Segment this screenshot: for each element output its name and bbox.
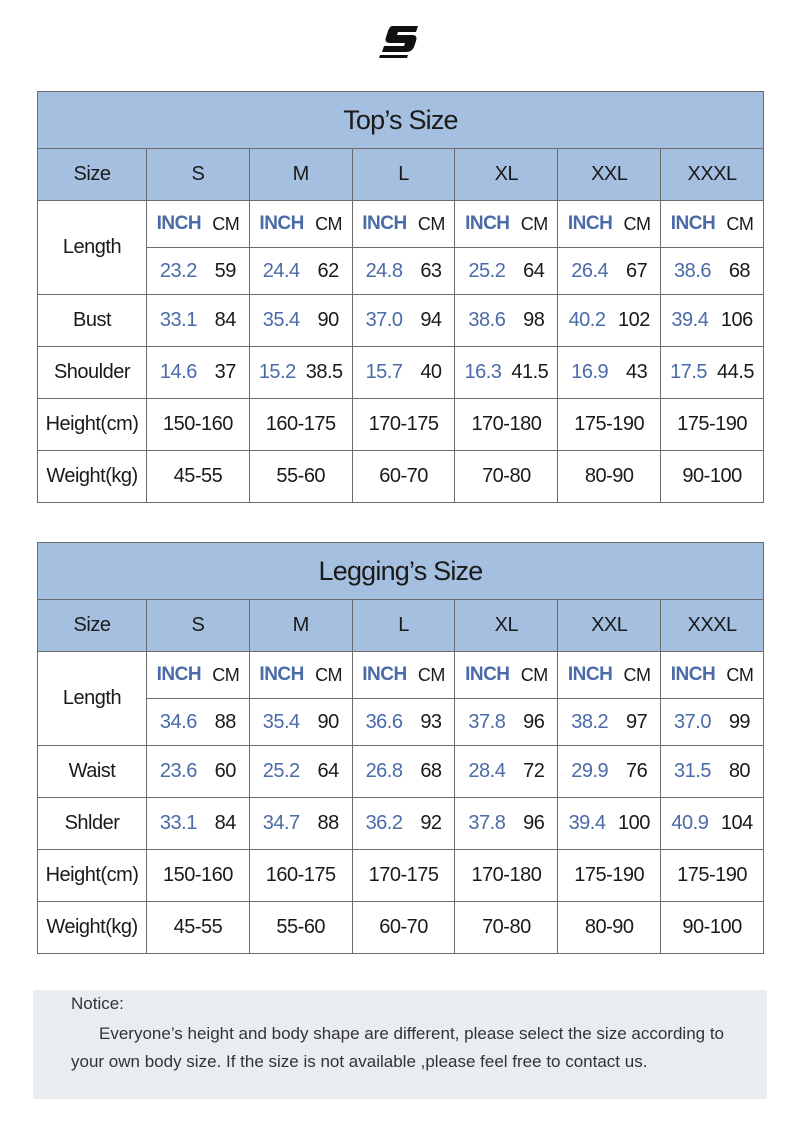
range-value: 90-100 bbox=[661, 451, 764, 503]
cm-value: 100 bbox=[618, 812, 650, 834]
range-value: 160-175 bbox=[249, 850, 352, 902]
inch-value: 34.6 bbox=[159, 710, 197, 733]
range-value: 90-100 bbox=[661, 902, 764, 954]
range-value: 170-180 bbox=[455, 399, 558, 451]
inch-value: 37.0 bbox=[365, 309, 403, 331]
cm-unit-label: CM bbox=[212, 213, 240, 234]
cm-value: 99 bbox=[728, 710, 751, 733]
size-column-header: M bbox=[249, 600, 352, 652]
range-value: 170-175 bbox=[352, 850, 455, 902]
inch-value: 38.2 bbox=[571, 710, 609, 733]
cm-value: 72 bbox=[523, 760, 545, 782]
cm-value: 37 bbox=[214, 361, 236, 383]
inch-value: 24.8 bbox=[365, 259, 403, 282]
row-label: Height(cm) bbox=[38, 399, 147, 451]
inch-value: 31.5 bbox=[674, 760, 711, 782]
inch-unit-label: INCH bbox=[465, 664, 510, 685]
row-label: Weight(kg) bbox=[38, 451, 147, 503]
inch-value: 40.2 bbox=[568, 309, 606, 331]
inch-value: 29.9 bbox=[571, 760, 609, 782]
inch-value: 35.4 bbox=[262, 710, 300, 733]
inch-value: 26.8 bbox=[365, 760, 403, 782]
cm-unit-label: CM bbox=[212, 664, 240, 685]
cm-value: 92 bbox=[420, 812, 442, 834]
cm-value: 88 bbox=[317, 812, 339, 834]
cm-value: 84 bbox=[214, 812, 236, 834]
inch-value: 24.4 bbox=[262, 259, 300, 282]
inch-value: 39.4 bbox=[671, 309, 709, 331]
size-column-header: L bbox=[352, 600, 455, 652]
cm-value: 90 bbox=[317, 309, 339, 331]
cm-value: 102 bbox=[618, 309, 650, 331]
row-label: Length bbox=[38, 201, 147, 295]
cm-value: 90 bbox=[317, 710, 339, 733]
inch-value: 40.9 bbox=[671, 812, 709, 834]
size-column-header: L bbox=[352, 149, 455, 201]
inch-value: 33.1 bbox=[159, 812, 197, 834]
cm-value: 62 bbox=[317, 259, 339, 282]
size-column-header: XXXL bbox=[661, 149, 764, 201]
inch-value: 38.6 bbox=[468, 309, 506, 331]
range-value: 80-90 bbox=[558, 902, 661, 954]
size-header: Size bbox=[38, 600, 147, 652]
inch-unit-label: INCH bbox=[156, 664, 202, 685]
range-value: 60-70 bbox=[352, 902, 455, 954]
range-value: 45-55 bbox=[147, 451, 250, 503]
cm-value: 84 bbox=[214, 309, 236, 331]
cm-value: 88 bbox=[214, 710, 236, 733]
inch-unit-label: INCH bbox=[259, 664, 304, 685]
cm-value: 76 bbox=[625, 760, 648, 782]
cm-value: 38.5 bbox=[305, 361, 343, 383]
inch-value: 26.4 bbox=[571, 259, 609, 282]
range-value: 70-80 bbox=[455, 902, 558, 954]
cm-value: 94 bbox=[420, 309, 442, 331]
notice-title: Notice: bbox=[71, 994, 124, 1013]
cm-value: 44.5 bbox=[717, 361, 754, 383]
tops-size-table bbox=[37, 91, 764, 503]
inch-unit-label: INCH bbox=[362, 664, 407, 685]
cm-value: 43 bbox=[625, 361, 648, 383]
row-label: Weight(kg) bbox=[38, 902, 147, 954]
size-column-header: M bbox=[249, 149, 352, 201]
inch-value: 23.2 bbox=[159, 259, 197, 282]
range-value: 175-190 bbox=[558, 399, 661, 451]
size-column-header: XL bbox=[455, 600, 558, 652]
inch-value: 15.7 bbox=[365, 361, 403, 383]
cm-unit-label: CM bbox=[520, 213, 548, 234]
cm-value: 63 bbox=[420, 259, 442, 282]
cm-unit-label: CM bbox=[726, 664, 754, 685]
inch-value: 34.7 bbox=[262, 812, 300, 834]
range-value: 45-55 bbox=[147, 902, 250, 954]
inch-unit-label: INCH bbox=[259, 213, 304, 234]
cm-value: 67 bbox=[625, 259, 648, 282]
cm-value: 41.5 bbox=[511, 361, 549, 383]
inch-unit-label: INCH bbox=[670, 213, 716, 234]
s-logo-icon bbox=[378, 24, 422, 60]
row-label: Height(cm) bbox=[38, 850, 147, 902]
row-label: Shlder bbox=[38, 798, 147, 850]
cm-value: 104 bbox=[720, 812, 753, 834]
inch-value: 36.6 bbox=[365, 710, 403, 733]
inch-value: 35.4 bbox=[262, 309, 300, 331]
inch-value: 37.8 bbox=[468, 710, 506, 733]
cm-value: 64 bbox=[317, 760, 339, 782]
inch-unit-label: INCH bbox=[567, 664, 613, 685]
cm-unit-label: CM bbox=[520, 664, 548, 685]
inch-unit-label: INCH bbox=[465, 213, 510, 234]
leggings-size-table bbox=[37, 542, 764, 954]
inch-value: 16.9 bbox=[571, 361, 609, 383]
inch-unit-label: INCH bbox=[156, 213, 202, 234]
size-column-header: S bbox=[147, 600, 250, 652]
notice-text: Everyone’s height and body shape are different, please select the size according to your own body size. If the size is not available ,please feel free to contact us. bbox=[71, 1024, 724, 1071]
cm-value: 60 bbox=[214, 760, 236, 782]
inch-unit-label: INCH bbox=[670, 664, 716, 685]
cm-unit-label: CM bbox=[726, 213, 754, 234]
range-value: 175-190 bbox=[661, 850, 764, 902]
range-value: 175-190 bbox=[558, 850, 661, 902]
size-column-header: XXL bbox=[558, 149, 661, 201]
inch-value: 25.2 bbox=[468, 259, 506, 282]
inch-value: 39.4 bbox=[568, 812, 606, 834]
inch-unit-label: INCH bbox=[567, 213, 613, 234]
range-value: 70-80 bbox=[455, 451, 558, 503]
inch-value: 14.6 bbox=[159, 361, 197, 383]
cm-value: 40 bbox=[420, 361, 442, 383]
cm-unit-label: CM bbox=[417, 664, 445, 685]
range-value: 150-160 bbox=[147, 399, 250, 451]
cm-value: 97 bbox=[625, 710, 648, 733]
row-label: Waist bbox=[38, 746, 147, 798]
cm-unit-label: CM bbox=[417, 213, 445, 234]
inch-value: 25.2 bbox=[262, 760, 300, 782]
cm-unit-label: CM bbox=[315, 664, 343, 685]
inch-value: 37.0 bbox=[674, 710, 711, 733]
cm-value: 68 bbox=[420, 760, 442, 782]
range-value: 80-90 bbox=[558, 451, 661, 503]
cm-value: 96 bbox=[523, 812, 545, 834]
row-label: Shoulder bbox=[38, 347, 147, 399]
cm-unit-label: CM bbox=[623, 213, 651, 234]
range-value: 160-175 bbox=[249, 399, 352, 451]
inch-value: 36.2 bbox=[365, 812, 403, 834]
inch-value: 23.6 bbox=[159, 760, 197, 782]
range-value: 170-175 bbox=[352, 399, 455, 451]
cm-value: 93 bbox=[420, 710, 442, 733]
table-title: Top’s Size bbox=[38, 92, 764, 149]
inch-unit-label: INCH bbox=[362, 213, 407, 234]
inch-value: 17.5 bbox=[670, 361, 708, 383]
notice-box bbox=[33, 990, 767, 1099]
row-label: Length bbox=[38, 652, 147, 746]
inch-value: 37.8 bbox=[468, 812, 506, 834]
cm-value: 59 bbox=[214, 259, 236, 282]
inch-value: 33.1 bbox=[159, 309, 197, 331]
size-column-header: S bbox=[147, 149, 250, 201]
range-value: 55-60 bbox=[249, 451, 352, 503]
inch-value: 15.2 bbox=[258, 361, 296, 383]
range-value: 55-60 bbox=[249, 902, 352, 954]
cm-value: 106 bbox=[720, 309, 753, 331]
cm-value: 80 bbox=[728, 760, 751, 782]
size-column-header: XXL bbox=[558, 600, 661, 652]
cm-unit-label: CM bbox=[315, 213, 343, 234]
cm-unit-label: CM bbox=[623, 664, 651, 685]
size-column-header: XXXL bbox=[661, 600, 764, 652]
range-value: 150-160 bbox=[147, 850, 250, 902]
cm-value: 64 bbox=[523, 259, 545, 282]
cm-value: 98 bbox=[523, 309, 545, 331]
size-header: Size bbox=[38, 149, 147, 201]
range-value: 60-70 bbox=[352, 451, 455, 503]
row-label: Bust bbox=[38, 295, 147, 347]
size-column-header: XL bbox=[455, 149, 558, 201]
inch-value: 16.3 bbox=[464, 361, 502, 383]
range-value: 170-180 bbox=[455, 850, 558, 902]
inch-value: 28.4 bbox=[468, 760, 506, 782]
cm-value: 68 bbox=[728, 259, 751, 282]
table-title: Legging’s Size bbox=[38, 543, 764, 600]
range-value: 175-190 bbox=[661, 399, 764, 451]
inch-value: 38.6 bbox=[674, 259, 711, 282]
cm-value: 96 bbox=[523, 710, 545, 733]
